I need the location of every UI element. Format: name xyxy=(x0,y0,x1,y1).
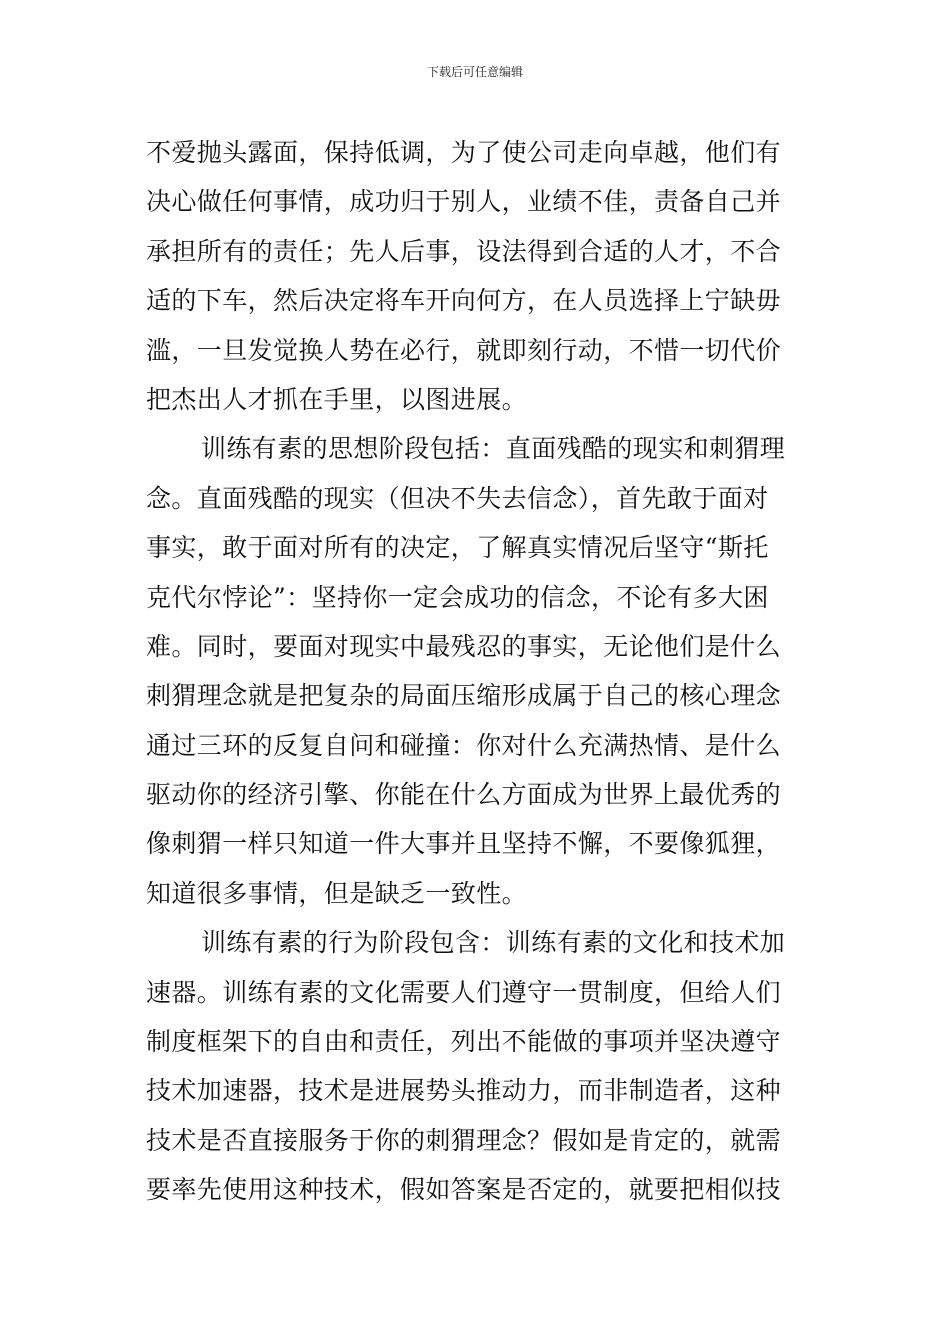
text-line: 驱动你的经济引擎、你能在什么方面成为世界上最优秀的 xyxy=(146,780,782,810)
text-line: 知道很多事情，但是缺乏一致性。 xyxy=(146,878,528,908)
text-line: 难。同时，要面对现实中最残忍的事实，无论他们是什么 xyxy=(146,631,782,661)
text-line: 技术加速器，技术是进展势头推动力，而非制造者，这种 xyxy=(146,1076,782,1106)
text-line: 克代尔悖论”：坚持你一定会成功的信念，不论有多大困 xyxy=(146,582,769,612)
text-line: 决心做任何事情，成功归于别人，业绩不佳，责备自己并 xyxy=(146,187,782,217)
page-header: 下载后可任意编辑 xyxy=(426,65,523,79)
text-line: 滥，一旦发觉换人势在必行，就即刻行动，不惜一切代价 xyxy=(146,335,782,365)
text-line: 不爱抛头露面，保持低调，为了使公司走向卓越，他们有 xyxy=(146,138,782,167)
text-line: 把杰出人才抓在手里，以图进展。 xyxy=(146,384,528,414)
text-line: 速器。训练有素的文化需要人们遵守一贯制度，但给人们 xyxy=(146,977,782,1007)
text-line: 适的下车，然后决定将车开向何方，在人员选择上宁缺毋 xyxy=(146,286,782,316)
body-text xyxy=(146,128,811,1215)
text-line: 刺猬理念就是把复杂的局面压缩形成属于自己的核心理念 xyxy=(146,681,782,711)
text-line: 训练有素的思想阶段包括：直面残酷的现实和刺猬理 xyxy=(201,434,786,464)
text-line: 训练有素的行为阶段包含：训练有素的文化和技术加 xyxy=(201,928,786,958)
text-line: 承担所有的责任；先人后事，设法得到合适的人才，不合 xyxy=(146,236,782,266)
text-line: 制度框架下的自由和责任，列出不能做的事项并坚决遵守 xyxy=(146,1027,782,1057)
text-line: 像刺猬一样只知道一件大事并且坚持不懈，不要像狐狸， xyxy=(146,829,782,859)
text-line: 事实，敢于面对所有的决定，了解真实情况后坚守“斯托 xyxy=(146,533,769,563)
text-line: 技术是否直接服务于你的刺猬理念？假如是肯定的，就需 xyxy=(146,1125,782,1155)
text-line: 通过三环的反复自问和碰撞：你对什么充满热情、是什么 xyxy=(146,730,782,760)
text-line: 要率先使用这种技术，假如答案是否定的，就要把相似技 xyxy=(146,1175,782,1205)
text-line: 念。直面残酷的现实（但决不失去信念），首先敢于面对 xyxy=(146,483,769,513)
